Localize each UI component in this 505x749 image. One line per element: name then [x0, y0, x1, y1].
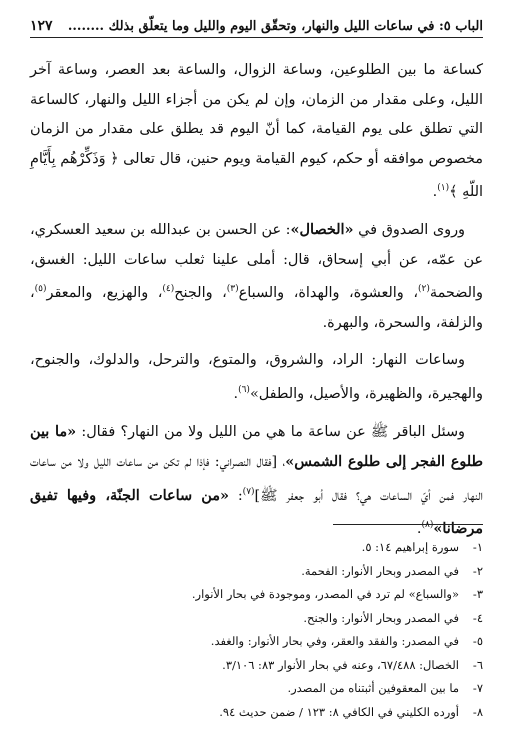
paragraph-2	[30, 215, 483, 338]
paragraph-4-text-a: وسئل الباقر ﷺ عن ساعة ما هي من الليل ولا من النهار؟ فقال:	[76, 423, 465, 440]
paragraph-2-text-a: وروى الصدوق في	[353, 222, 465, 239]
page-number: ١٢٧	[30, 18, 53, 34]
paragraph-2-text-b: : عن الحسن بن عبدالله بن سعيد العسكري، عن عمّه، عن أبي إسحاق، قال: أملى علينا ثعلب ساعات الليل: الغسق، والضحمة	[30, 222, 483, 302]
footnote-text: أورده الكليني في الكافي ٨: ١٢٣ / ضمن حديث ٩٤.	[219, 704, 459, 719]
footnote-ref-4: (٤)	[162, 284, 175, 295]
paragraph-4-text-d: .	[416, 520, 422, 537]
footnote-text: الخصال: ٦٧/٤٨٨، وعنه في بحار الأنوار ٨٣: ٣/١٠٦.	[222, 657, 459, 672]
footnote-item	[30, 583, 483, 607]
paragraph-1: كساعة ما بين الطلوعين، وساعة الزوال، والساعة بعد العصر، وساعة آخر الليل، وعلى مقدار من الزمان، وإن لم يكن من أجزاء الليل والنهار، كالساعة التي تطلق على يوم القيامة، كما أنّ اليوم قد يطلق على مقدار من الزمان مخصوص موافقه أو حكم، كيوم القيامة ويوم حنين، قال تعالى ﴿ وَذَكِّرْهُم بِأَيَّامِ اللّهِ ﴾$^{(١)}$.	[30, 62, 483, 200]
footnote-number: ٢-	[472, 563, 483, 578]
footnote-item	[30, 630, 483, 654]
paragraph-2-text-f: ، والزلفة، والسحرة، والبهرة.	[30, 285, 483, 331]
paragraph-4-text-c: :	[228, 487, 243, 504]
main-text	[30, 56, 483, 552]
footnote-text: ما بين المعقوفين أثبتناه من المصدر.	[287, 681, 459, 695]
paragraph-2-text-d: ، والجنح	[174, 285, 227, 302]
footnote-ref-6: (٦)	[238, 384, 250, 395]
footnote-text: «والسباع» لم ترد في المصدر، وموجودة في بحار الأنوار.	[191, 587, 459, 601]
footnote-item	[30, 677, 483, 701]
paragraph-2-text-c: ، والعشوة، والهداة، والسباع	[238, 285, 418, 302]
source-khisal: «الخصال»	[290, 221, 354, 239]
footnote-item	[30, 701, 483, 725]
paragraph-1-text: كساعة ما بين الطلوعين، وساعة الزوال، والساعة بعد العصر، وساعة آخر الليل، وعلى مقدار من الزمان، وإن لم يكن من أجزاء الليل والنهار، كالساعة التي تطلق على يوم القيامة، كما أنّ اليوم قد يطلق على مقدار من الزمان مخصوص موافقه أو حكم، كيوم القيامة ويوم حنين، قال تعالى ﴿ وَذَكِّرْهُم بِأَيَّامِ اللّهِ ﴾	[30, 62, 483, 200]
footnote-text: في المصدر: والفقد والعقر، وفي بحار الأنوار: والغفد.	[210, 634, 459, 648]
footnote-ref-2: (٢)	[417, 284, 430, 295]
footnote-number: ٥-	[472, 634, 483, 648]
paragraph-4-text-b: ، [فقال النصراني: فإذا لم تكن من ساعات الليل ولا من ساعات النهار فمن أيّ الساعات هي؟ فقال أبو جعفر ﷺ]	[30, 454, 483, 504]
footnote-ref-1: (١)	[437, 183, 450, 193]
paragraph-4	[30, 417, 483, 545]
footnote-item	[30, 536, 483, 560]
quote-bold-1: «ما بين طلوع الفجر إلى طلوع الشمس»	[30, 422, 483, 471]
footnote-number: ٧-	[472, 681, 483, 695]
quote-bold-2: «من ساعات الجنّة، وفيها تفيق مرضانا»	[30, 486, 483, 537]
footnote-ref-3: (٣)	[226, 284, 239, 295]
footnote-text: في المصدر وبحار الأنوار: الفحمة.	[301, 563, 459, 578]
footnote-text: سورة إبراهيم ١٤: ٥.	[361, 540, 459, 554]
paragraph-2-text-e: ، والهزيع، والمعقر	[46, 285, 163, 302]
footnote-item	[30, 654, 483, 678]
footnote-number: ٦-	[472, 657, 483, 672]
footnote-ref-8: (٨)	[421, 520, 434, 531]
paragraph-3-text: وساعات النهار: الراد، والشروق، والمتوع، والترحل، والدلوك، والجنوح، والهجيرة، والظهيرة، والأصيل، والطفل»	[30, 352, 483, 402]
footnote-number: ١-	[472, 540, 483, 554]
running-header	[30, 14, 483, 38]
footnote-ref-7: (٧)	[242, 486, 255, 497]
footnote-ref-5: (٥)	[34, 284, 47, 295]
footnote-number: ٣-	[472, 587, 483, 601]
chapter-title: الباب ٥: في ساعات الليل والنهار، وتحقّق اليوم والليل وما يتعلّق بذلك ........	[67, 19, 483, 34]
footnote-text: في المصدر وبحار الأنوار: والجنح.	[303, 610, 459, 625]
footnotes	[30, 536, 483, 724]
footnote-item	[30, 560, 483, 584]
footnote-number: ٨-	[472, 704, 483, 719]
footnote-divider	[333, 524, 483, 525]
paragraph-3: وساعات النهار: الراد، والشروق، والمتوع، والترحل، والدلوك، والجنوح، والهجيرة، والظهيرة، والأصيل، والطفل»$^{(٦)}$.	[30, 352, 483, 402]
footnote-number: ٤-	[472, 610, 483, 625]
footnote-item	[30, 607, 483, 631]
